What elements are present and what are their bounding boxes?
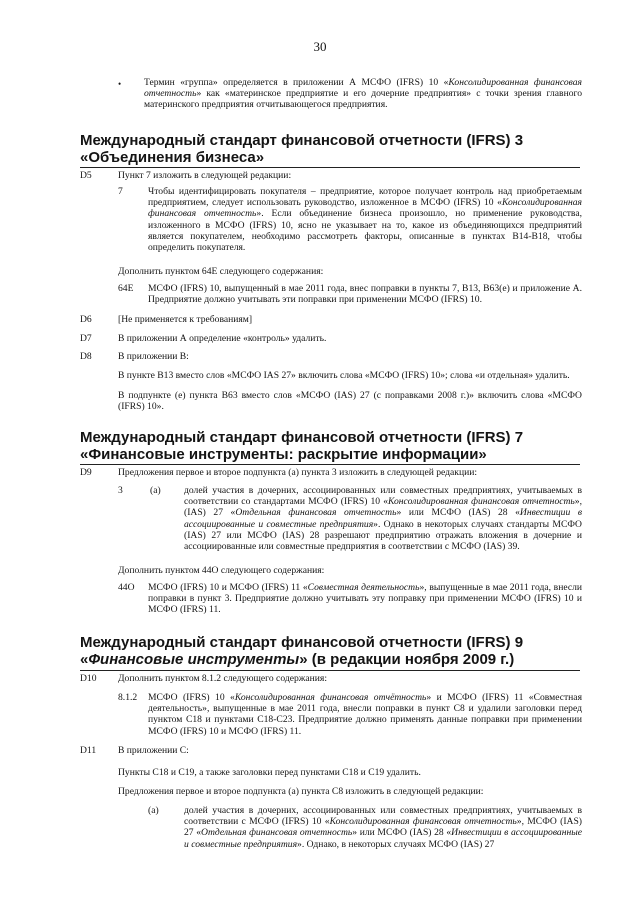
add-64e: Дополнить пунктом 64E следующего содержания: (118, 266, 324, 277)
section-heading-ifrs9-line2: «Финансовые инструменты» (в редакции ноября 2009 г.) (80, 651, 515, 668)
clause-label-d10: D10 (80, 673, 97, 684)
paragraph-number-8-1-2: 8.1.2 (118, 692, 138, 703)
clause-label-d6: D6 (80, 314, 92, 325)
subparagraph-a: (a) (148, 805, 159, 816)
clause-text-d10: Дополнить пунктом 8.1.2 следующего содержания: (118, 673, 328, 684)
heading-underline (80, 464, 580, 465)
section-heading-ifrs3-line1: Международный стандарт финансовой отчетности (IFRS) 3 (80, 132, 524, 149)
paragraph-64e: МСФО (IFRS) 10, выпущенный в мае 2011 года, внес поправки в пункты 7, B13, B63(e) и приложение A. Предприятие должно учитывать эти поправки при применении МСФО (IFRS) 10. (148, 283, 582, 306)
clause-text-d5: Пункт 7 изложить в следующей редакции: (118, 170, 292, 181)
d11-line-2: Предложения первое и второе подпункта (a) пункта C8 изложить в следующей редакции: (118, 786, 484, 797)
clause-text-d6: [Не применяется к требованиям] (118, 314, 253, 325)
clause-text-d9: Предложения первое и второе подпункта (a) пункта 3 изложить в следующей редакции: (118, 467, 478, 478)
clause-label-d9: D9 (80, 467, 92, 478)
paragraph-8-1-2: МСФО (IFRS) 10 «Консолидированная финансовая отчётность» и МСФО (IFRS) 11 «Совместная деятельность», выпущенные в мае 2011 года, внесли поправки в пункт C8 и удалили заголовки перед пунктом C18 и пунктами C18-C23. Предприятие должно применять данные поправки при применении МСФО (IFRS) 10 и МСФО (IFRS) 11. (148, 692, 582, 737)
subparagraph-a: (a) (150, 485, 161, 496)
heading-underline (80, 670, 580, 671)
page-number: 30 (313, 39, 327, 54)
d8-line-1: В пункте B13 вместо слов «МСФО IAS 27» включить слова «МСФО (IFRS) 10»; слова «и отдельная» удалить. (118, 370, 570, 381)
heading-underline (80, 167, 580, 168)
clause-label-d7: D7 (80, 333, 92, 344)
clause-text-d7: В приложении А определение «контроль» удалить. (118, 333, 327, 344)
section-heading-ifrs9-line1: Международный стандарт финансовой отчетности (IFRS) 9 (80, 634, 524, 651)
paragraph-3a: долей участия в дочерних, ассоциированных или совместных предприятиях, учитываемых в соответствии со стандартами МСФО (IFRS) 10 «Консолидированная финансовая отчетность», (IAS) 27 «Отдельная финансовая отчетность» или МСФО (IAS) 28 «Инвестиции в ассоциированные и совместные предприятия». Однако в некоторых случаях стандарты МСФО (IAS) 27 или МСФО (IAS) 28 разрешают предприятию отражать вложения в дочерние и ассоциированные или совместные предприятия в соответствии с МСФО (IAS) 39. (184, 485, 583, 553)
section-heading-ifrs7-line1: Международный стандарт финансовой отчетности (IFRS) 7 (80, 429, 524, 446)
section-heading-ifrs3-line2: «Объединения бизнеса» (80, 149, 265, 166)
paragraph-number-44o: 44O (118, 582, 135, 593)
paragraph-c8a: долей участия в дочерних, ассоциированных или совместных предприятиях, учитываемых в соответствии с МСФО (IFRS) 10 «Консолидированная финансовая отчетность», МСФО (IAS) 27 «Отдельная финансовая отчетность» или МСФО (IAS) 28 «Инвестиции в ассоциированные и совместные предприятия». Однако, в некоторых случаях МСФО (IAS) 27 (184, 805, 582, 850)
paragraph-number-3: 3 (118, 485, 123, 496)
paragraph-7: Чтобы идентифицировать покупателя – предприятие, которое получает контроль над приобретаемым предприятием, следует использовать руководство, изложенное в МСФО (IFRS) 10 «Консолидированная финансовая отчетность». Если объединение бизнеса произошло, но применение руководства, изложенного в МСФО (IFRS) 10, ясно не указывает на то, какое из объединяющихся предприятий является покупателем, необходимо рассмотреть факторы, описанные в пунктах B14-B18, чтобы определить покупателя. (148, 186, 582, 254)
intro-paragraph: Термин «группа» определяется в приложении А МСФО (IFRS) 10 «Консолидированная финансовая отчетность» как «материнское предприятие и его дочерние предприятия» с точки зрения главного материнского предприятия отчитывающегося предприятия. (144, 77, 583, 111)
bullet: • (118, 79, 122, 89)
paragraph-number-7: 7 (118, 186, 123, 197)
paragraph-number-64e: 64E (118, 283, 134, 294)
clause-text-d11: В приложении C: (118, 745, 189, 756)
add-44o: Дополнить пунктом 44O следующего содержания: (118, 565, 325, 576)
clause-text-d8: В приложении B: (118, 351, 189, 362)
section-heading-ifrs7-line2: «Финансовые инструменты: раскрытие информации» (80, 446, 487, 463)
clause-label-d8: D8 (80, 351, 92, 362)
d11-line-1: Пункты C18 и C19, а также заголовки перед пунктами C18 и C19 удалить. (118, 767, 421, 778)
clause-label-d5: D5 (80, 170, 92, 181)
d8-line-2: В подпункте (e) пункта B63 вместо слов «МСФО (IAS) 27 (с поправками 2008 г.)» включить слова «МСФО (IFRS) 10». (118, 390, 582, 413)
paragraph-44o: МСФО (IFRS) 10 и МСФО (IFRS) 11 «Совместная деятельность», выпущенные в мае 2011 года, внесли поправки в пункт 3. Предприятие должно учитывать эту поправку при применении МСФО (IFRS) 10 и МСФО (IFRS) 11. (148, 582, 583, 616)
clause-label-d11: D11 (80, 745, 97, 756)
